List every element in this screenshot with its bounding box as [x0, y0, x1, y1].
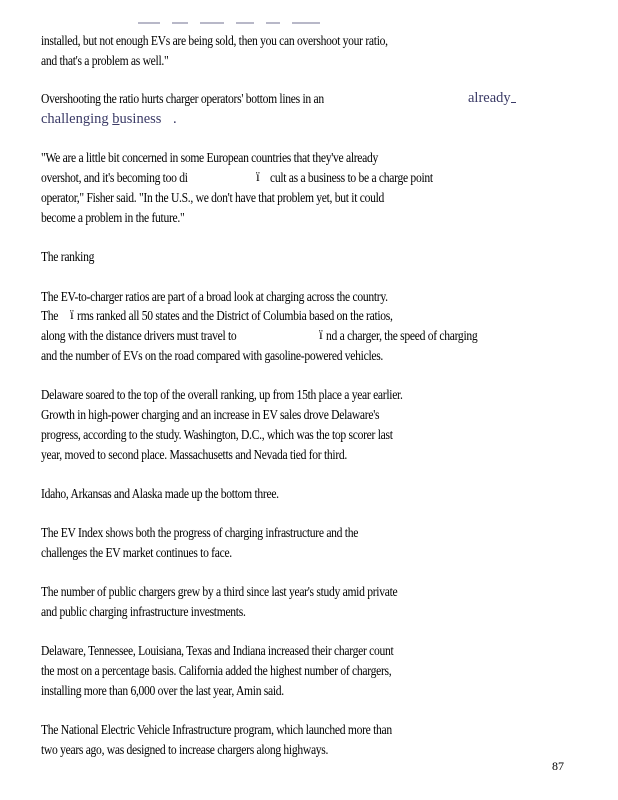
- ligature-glyph: ï: [319, 327, 323, 342]
- paragraph-7-line-1: Idaho, Arkansas and Alaska made up the bottom three.: [41, 486, 279, 501]
- header-artifact: [138, 22, 368, 28]
- paragraph-8-line-1: The EV Index shows both the progress of charging infrastructure and the: [41, 525, 359, 540]
- link-underline-tail: [511, 89, 516, 103]
- paragraph-5-line-3a: along with the distance drivers must travel to: [41, 328, 237, 343]
- paragraph-6-line-1: Delaware soared to the top of the overall ranking, up from 15th place a year earlier.: [41, 387, 403, 402]
- paragraph-5-line-3b: nd a charger, the speed of charging: [326, 328, 478, 343]
- paragraph-5-line-1: The EV-to-charger ratios are part of a broad look at charging across the country.: [41, 289, 388, 304]
- already-link-text: already: [468, 90, 511, 106]
- paragraph-11-line-1: The National Electric Vehicle Infrastructure program, which launched more than: [41, 722, 392, 737]
- paragraph-1-line-2: and that's a problem as well.": [41, 53, 169, 68]
- paragraph-9-line-2: and public charging infrastructure investments.: [41, 604, 246, 619]
- paragraph-5-line-2a: The: [41, 308, 59, 323]
- paragraph-8-line-2: challenges the EV market continues to face.: [41, 545, 232, 560]
- page-number: 87: [552, 759, 564, 773]
- paragraph-2-line-1: Overshooting the ratio hurts charger operators' bottom lines in an: [41, 91, 324, 106]
- challenging-business-link[interactable]: [41, 110, 161, 128]
- ligature-glyph: ï: [256, 169, 260, 184]
- paragraph-6-line-3: progress, according to the study. Washington, D.C., which was the top scorer last: [41, 427, 393, 442]
- period: .: [173, 111, 177, 127]
- paragraph-3-line-3: operator," Fisher said. "In the U.S., we don't have that problem yet, but it could: [41, 190, 385, 205]
- paragraph-5-line-2b: rms ranked all 50 states and the District of Columbia based on the ratios,: [77, 308, 393, 323]
- paragraph-6-line-2: Growth in high-power charging and an increase in EV sales drove Delaware's: [41, 407, 380, 422]
- paragraph-6-line-4: year, moved to second place. Massachusetts and Nevada tied for third.: [41, 447, 347, 462]
- paragraph-3-line-2b: cult as a business to be a charge point: [270, 170, 433, 185]
- link-text-b: b: [112, 111, 120, 127]
- paragraph-5-line-4: and the number of EVs on the road compared with gasoline-powered vehicles.: [41, 348, 384, 363]
- paragraph-10-line-3: installing more than 6,000 over the last year, Amin said.: [41, 683, 284, 698]
- paragraph-3-line-2a: overshot, and it's becoming too di: [41, 170, 188, 185]
- paragraph-3-line-1: "We are a little bit concerned in some European countries that they've already: [41, 150, 379, 165]
- paragraph-3-line-4: become a problem in the future.": [41, 210, 185, 225]
- section-heading-ranking: The ranking: [41, 249, 95, 264]
- ligature-glyph: ï: [70, 307, 74, 322]
- link-text-challenging: challenging: [41, 111, 113, 127]
- paragraph-1-line-1: installed, but not enough EVs are being sold, then you can overshoot your ratio,: [41, 33, 388, 48]
- paragraph-10-line-2: the most on a percentage basis. California added the highest number of chargers,: [41, 663, 392, 678]
- paragraph-10-line-1: Delaware, Tennessee, Louisiana, Texas and Indiana increased their charger count: [41, 643, 394, 658]
- paragraph-11-line-2: two years ago, was designed to increase chargers along highways.: [41, 742, 329, 757]
- link-text-usiness: usiness: [119, 111, 162, 127]
- already-link[interactable]: [468, 89, 516, 107]
- paragraph-9-line-1: The number of public chargers grew by a third since last year's study amid private: [41, 584, 398, 599]
